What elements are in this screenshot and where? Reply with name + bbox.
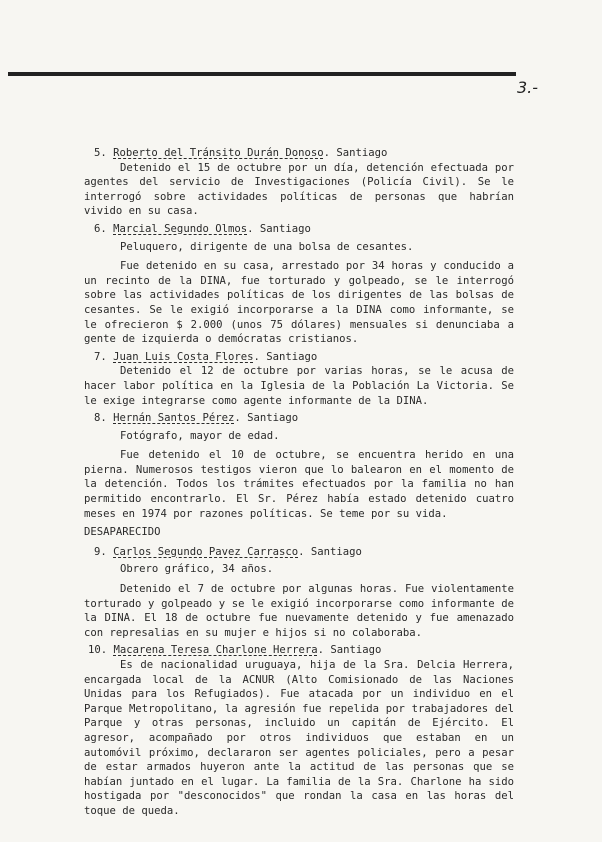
person-name: Roberto del Tránsito Durán Donoso <box>113 147 324 159</box>
entry-subtitle: Fotógrafo, mayor de edad. <box>120 429 280 442</box>
entry-location: . Santiago <box>247 222 311 235</box>
entry-location: . Santiago <box>253 350 318 363</box>
person-name: Marcial Segundo Olmos <box>113 222 248 235</box>
entry-paragraph: Fue detenido en su casa, arrestado por 34 horas y conducido a un recinto de la DINA, fue torturado y golpeado, se le interrogó sobre las actividades políticas de los dirigentes de las bolsas de cesantes. Se le exigió incorporarse a la DINA como informante, se le ofrecieron $ 2.000 (unos 75 dólares) mensuales si denunciaba a gente de izquierda o demócratas cristianos. <box>84 260 514 346</box>
entry-subtitle: Obrero gráfico, 34 años. <box>120 563 274 576</box>
person-name: Macarena Teresa Charlone Herrera <box>113 644 318 657</box>
top-rule <box>8 72 516 76</box>
entry-heading <box>84 545 514 560</box>
entry-9 <box>84 545 514 641</box>
entry-paragraph: Fue detenido el 10 de octubre, se encuentra herido en una pierna. Numerosos testigos vieron que lo balearon en el momento de la detención. Todos los trámites efectuados por la familia no han permitido encontrarlo. El Sr. Pérez había estado detenido cuatro meses en 1974 por razones políticas. Se teme por su vida. <box>84 449 514 520</box>
entry-paragraph: Detenido el 15 de octubre por un día, detención efectuada por agentes del servicio de Investigaciones (Policía Civil). Se le interrogó sobre actividades políticas de personas que habrían vivido en su casa. <box>84 161 514 218</box>
document-body <box>84 146 514 822</box>
entry-subtitle: Peluquero, dirigente de una bolsa de cesantes. <box>120 240 414 253</box>
entry-heading <box>84 643 514 658</box>
entry-paragraph: Es de nacionalidad uruguaya, hija de la Sra. Delcia Herrera, encargada local de la ACNUR (Alto Comisionado de las Naciones Unidas para los Refugiados). Fue atacada por un individuo en el Parque Metropolitano, la agresión fue repelida por trabajadores del Parque y otras personas, incluido un capitán de Ejército. El agresor, acompañado por otros individuos que estaban en un automóvil próximo, declararon ser agentes policiales, pero a pesar de estar armados huyeron ante la actitud de las personas que se habían juntado en el lugar. La familia de la Sra. Charlone ha sido hostigada por "desconocidos" que rondan la casa en las horas del toque de queda. <box>84 659 514 817</box>
entry-8 <box>84 411 514 521</box>
page-number: 3.- <box>517 78 539 97</box>
entry-location: . Santiago <box>323 147 388 159</box>
entry-heading <box>84 222 514 237</box>
entry-location: . Santiago <box>234 412 299 425</box>
entry-number: 7. <box>94 350 107 363</box>
person-name: Carlos Segundo Pavez Carrasco <box>113 545 299 558</box>
entry-7 <box>84 350 514 408</box>
entry-number: 8. <box>94 412 107 425</box>
entry-number: 6. <box>94 222 107 235</box>
entry-heading <box>84 146 514 161</box>
entry-6 <box>84 222 514 347</box>
entry-5 <box>84 146 514 219</box>
person-name: Hernán Santos Pérez <box>113 412 235 425</box>
entry-location: . Santiago <box>317 644 382 657</box>
entry-heading <box>84 350 514 365</box>
status-label: DESAPARECIDO <box>84 526 161 539</box>
entry-paragraph: Detenido el 12 de octubre por varias horas, se le acusa de hacer labor política en la Iglesia de la Población La Victoria. Se le exige integrarse como agente informante de la DINA. <box>84 365 514 407</box>
entry-number: 10. <box>88 644 108 657</box>
entry-location: . Santiago <box>298 545 362 558</box>
entry-number: 5. <box>94 147 107 159</box>
entry-paragraph: Detenido el 7 de octubre por algunas horas. Fue violentamente torturado y golpeado y se le exigió incorporarse como informante de la DINA. El 18 de octubre fue nuevamente detenido y fue amenazado con represalias en su mujer e hijos si no colaboraba. <box>84 583 514 639</box>
entry-heading <box>84 411 514 426</box>
entry-10 <box>84 643 514 818</box>
person-name: Juan Luis Costa Flores <box>113 350 254 363</box>
entry-number: 9. <box>94 545 107 558</box>
